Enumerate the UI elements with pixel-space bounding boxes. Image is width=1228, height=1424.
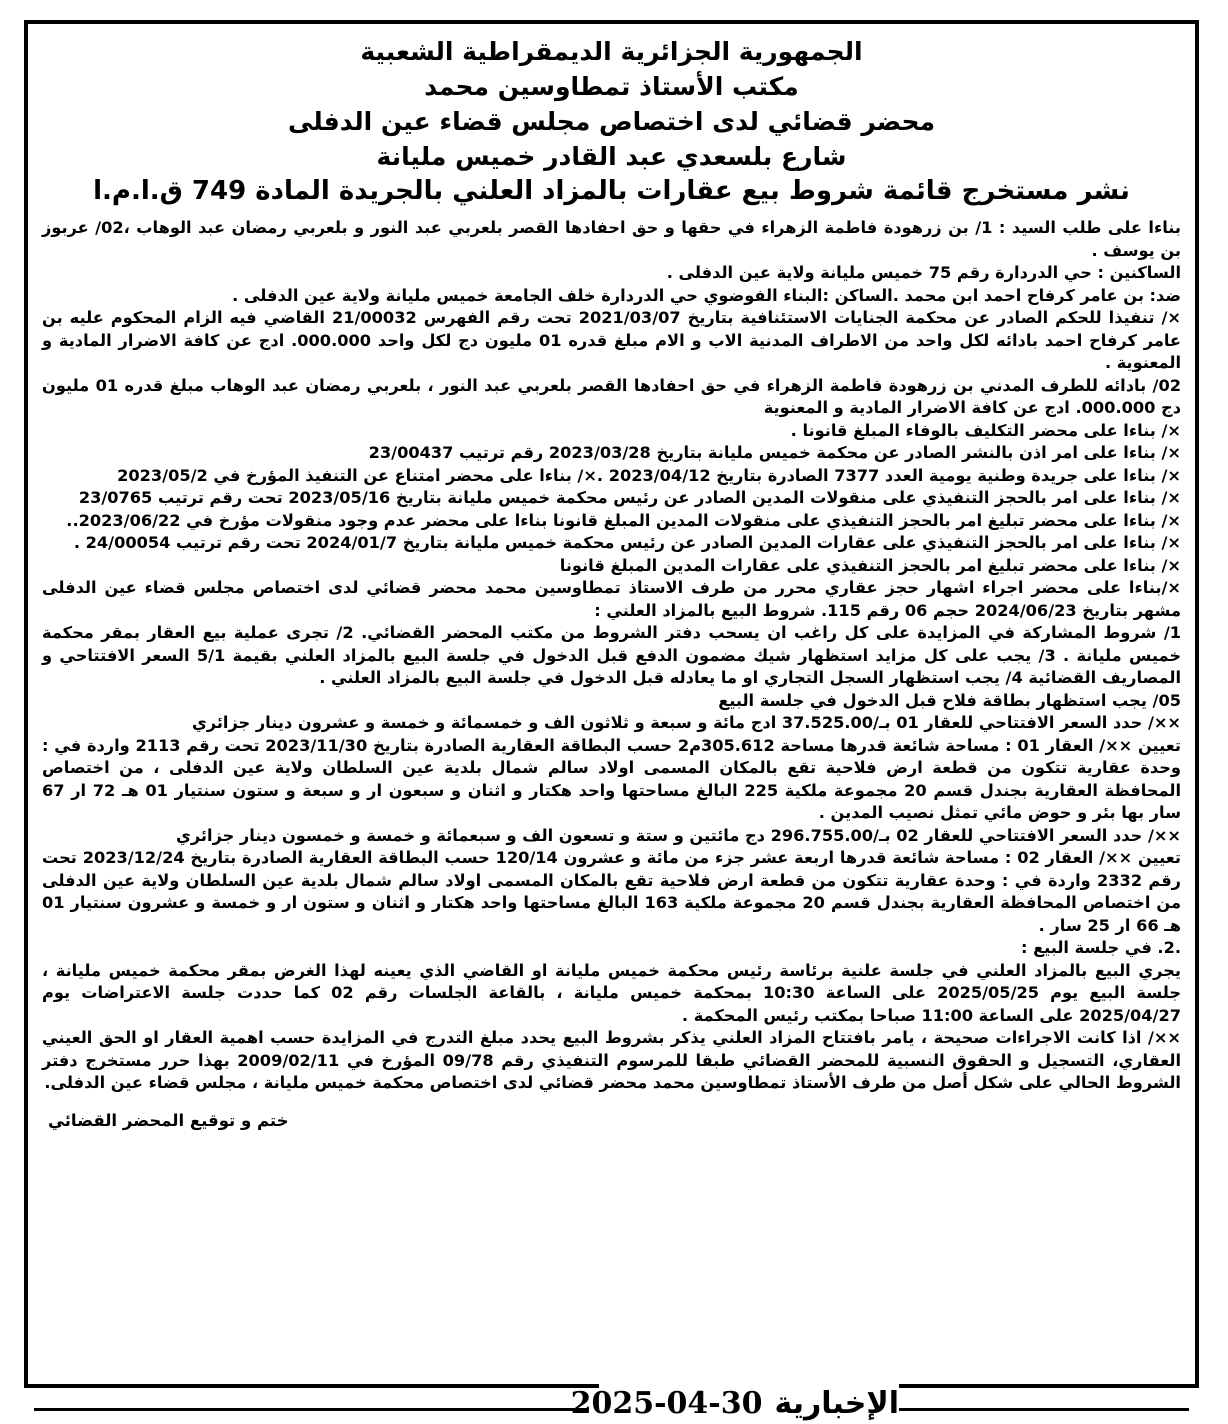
paragraph-property-1: تعيين ××/ العقار 01 : مساحة شائعة قدرها مساحة 305.612م2 حسب البطاقة العقارية الصادرة بتاريخ 2023/11/30 تحت رقم 2113 واردة في : وحدة عقارية تتكون من قطعة ارض فلاحية تقع بالمكان المسمى اولاد سالم شمال بلدية عين السلطان ولاية عين الدفلى ، من اختصاص المحافظة العقارية بجندل قسم 20 مجموعة ملكية 225 البالغ مساحتها واحد هكتار و اثنان و سبعون ار و سبعة و ستون سنتيار 01 هـ 72 ار 67 سار بها بئر و حوض مائي تمثل نصيب المدين . bbox=[42, 735, 1182, 822]
notice-body bbox=[42, 217, 1181, 1095]
signature-line: ختم و توقيع المحضر القضائي bbox=[48, 1110, 289, 1130]
header-republic: الجمهورية الجزائرية الديمقراطية الشعبية bbox=[360, 37, 863, 66]
paragraph-farmer-card: 05/ يجب استظهار بطاقة فلاح قبل الدخول في جلسة البيع bbox=[718, 690, 1181, 710]
paragraph-price-1: ××/ حدد السعر الافتتاحي للعقار 01 بـ/37.525.00 ادج مائة و سبعة و ثلاثون الف و خمسمائة و خمسة و عشرون دينار جزائري bbox=[191, 713, 1181, 732]
paragraph-residence: الساكنين : حي الدردارة رقم 75 خميس مليانة ولاية عين الدفلى . bbox=[666, 263, 1181, 282]
paragraph-civil-party: 02/ بادائه للطرف المدني بن زرهودة فاطمة الزهراء في حق احفادها القصر بلعربي عبد النور ، بلعربي رمضان عبد الوهاب مبلغ قدره 01 مليون دج 000.000. ادج عن كافة الاضرار المادية و المعنوية bbox=[42, 375, 1181, 417]
paragraph-closing: ××/ اذا كانت الاجراءات صحيحة ، يامر بافتتاح المزاد العلني يذكر بشروط البيع يحدد مبلغ التدرج في المزايدة حسب اهمية العقار او الحق العيني العقاري، التسجيل و الحقوق النسبية للمحضر القضائي طبقا للمرسوم التنفيذي رقم 09/78 المؤرخ في 2009/02/11 بهذا حرر مستخرج دفتر الشروط الحالي على شكل أصل من طرف الأستاذ تمطاوسين محمد محضر قضائي لدى اختصاص محكمة خميس مليانة ، مجلس قضاء عين الدفلى. bbox=[42, 1028, 1181, 1092]
notice-frame bbox=[24, 20, 1199, 1388]
paragraph-session-heading: .2. في جلسة البيع : bbox=[1020, 938, 1181, 957]
paragraph-defendant: ضد: بن عامر كرفاح احمد ابن محمد .الساكن :البناء الفوضوي حي الدردارة خلف الجامعة خميس مليانة ولاية عين الدفلى . bbox=[232, 285, 1181, 305]
footer-rule-right bbox=[899, 1408, 1189, 1411]
paragraph-newspaper: ×/ بناءا على جريدة وطنية يومية العدد 7377 الصادرة بتاريخ 2023/04/12 .×/ بناءا على محضر امتناع عن التنفيذ المؤرخ في 2023/05/2 bbox=[117, 465, 1181, 485]
paragraph-seizure-notice: ×/ بناءا على محضر تبليغ امر بالحجز التنفيذي على منقولات المدين المبلغ قانونا بناءا على محضر عدم وجود منقولات مؤرخ في 2023/06/22.. bbox=[66, 510, 1181, 530]
notice-title: نشر مستخرج قائمة شروط بيع عقارات بالمزاد العلني بالجريدة المادة 749 ق.ا.م.ا bbox=[93, 176, 1130, 206]
paragraph-property-notice: ×/ بناءا على محضر تبليغ امر بالحجز التنفيذي على عقارات المدين المبلغ قانونا bbox=[559, 555, 1181, 575]
header-bailiff: محضر قضائي لدى اختصاص مجلس قضاء عين الدفلى bbox=[287, 107, 936, 136]
paragraph-judgment: ×/ تنفيذا للحكم الصادر عن محكمة الجنايات الاستئنافية بتاريخ 2021/03/07 تحت رقم الفهرس 21/00032 القاضي فيه الزام المحكوم عليه بن عامر كرفاح احمد بادائه لكل واحد من الاطراف المدنية الاب و الام مبلغ قدره 01 مليون دج لكل واحد 000.000. ادج عن كافة الاضرار المادية و المعنوية . bbox=[42, 308, 1181, 372]
paragraph-property-2: تعيين ××/ العقار 02 : مساحة شائعة قدرها اربعة عشر جزء من مائة و عشرون 120/14 حسب البطاقة العقارية الصادرة بتاريخ 2023/12/24 تحت رقم 2332 واردة في : وحدة عقارية تتكون من قطعة ارض فلاحية تقع بالمكان المسمى اولاد سالم شمال بلدية عين السلطان ولاية عين الدفلى من اختصاص المحافظة العقارية بجندل قسم 20 مجموعة ملكية 163 البالغ مساحتها واحد هكتار و اثنان و ستون ار و خمسة و عشرون سنتيار 01 هـ 66 ار 25 سار . bbox=[42, 848, 1181, 935]
paragraph-registration: ×/بناءا على محضر اجراء اشهار حجز عقاري محرر من طرف الاستاذ تمطاوسين محمد محضر قضائي لدى اختصاص مجلس قضاء عين الدفلى مشهر بتاريخ 2024/06/23 حجم 06 رقم 115. شروط البيع بالمزاد العلني : bbox=[42, 578, 1181, 620]
paragraph-session: يجري البيع بالمزاد العلني في جلسة علنية برئاسة رئيس محكمة خميس مليانة او القاضي الذي يعينه لهذا الغرض بمقر محكمة خميس مليانة ، جلسة البيع يوم 2025/05/25 على الساعة 10:30 بمحكمة خميس مليانة ، بالقاعة الجلسات رقم 02 كما حددت جلسة الاعتراضات يوم 2025/04/27 على الساعة 11:00 صباحا بمكتب رئيس المحكمة . bbox=[42, 960, 1181, 1025]
paragraph-conditions: 1/ شروط المشاركة في المزايدة على كل راغب ان يسحب دفتر الشروط من مكتب المحضر القضائي. 2/ تجرى عملية بيع العقار بمقر محكمة خميس مليانة . 3/ يجب على كل مزايد استظهار شيك مضمون الدفع قبل الدخول في جلسة البيع بالمزاد العلني بقيمة 5/1 السعر الافتتاحي و المصاريف القضائية 4/ يجب استظهار السجل التجاري او ما يعادله قبل الدخول في جلسة البيع بالمزاد العلني . bbox=[42, 623, 1181, 687]
footer-label bbox=[570, 1384, 899, 1424]
notice-header bbox=[42, 34, 1181, 209]
footer-rule-left bbox=[34, 1408, 589, 1411]
header-address: شارع بلسعدي عبد القادر خميس مليانة bbox=[376, 142, 847, 171]
header-office: مكتب الأستاذ تمطاوسين محمد bbox=[424, 72, 799, 101]
paragraph-price-2: ××/ حدد السعر الافتتاحي للعقار 02 بـ/296.755.00 دج مائتين و ستة و تسعون الف و سبعمائة و خمسة و خمسون دينار جزائري bbox=[176, 825, 1181, 845]
page-footer bbox=[24, 1386, 1199, 1422]
paragraph-property-seizure: ×/ بناءا على امر بالحجز التنفيذي على عقارات المدين الصادر عن رئيس محكمة خميس مليانة بتاريخ 2024/01/7 تحت رقم ترتيب 24/00054 . bbox=[73, 533, 1181, 552]
paragraph-summons: ×/ بناءا على محضر التكليف بالوفاء المبلغ قانونا . bbox=[790, 420, 1181, 440]
paragraph-petitioners: بناءا على طلب السيد : 1/ بن زرهودة فاطمة الزهراء في حقها و حق احفادها القصر بلعربي عبد النور و بلعربي رمضان عبد الوهاب ،02/ عربوز بن يوسف . bbox=[42, 218, 1181, 260]
footer-date: 2025-04-30 bbox=[570, 1386, 763, 1421]
paragraph-publication-order: ×/ بناءا على امر اذن بالنشر الصادر عن محكمة خميس مليانة بتاريخ 2023/03/28 رقم ترتيب 23/00437 bbox=[368, 443, 1181, 462]
footer-publication: الإخبارية bbox=[774, 1386, 899, 1421]
paragraph-movable-seizure: ×/ بناءا على امر بالحجز التنفيذي على منقولات المدين الصادر عن رئيس محكمة خميس مليانة بتاريخ 2023/05/16 تحت رقم ترتيب 23/0765 bbox=[78, 488, 1181, 507]
